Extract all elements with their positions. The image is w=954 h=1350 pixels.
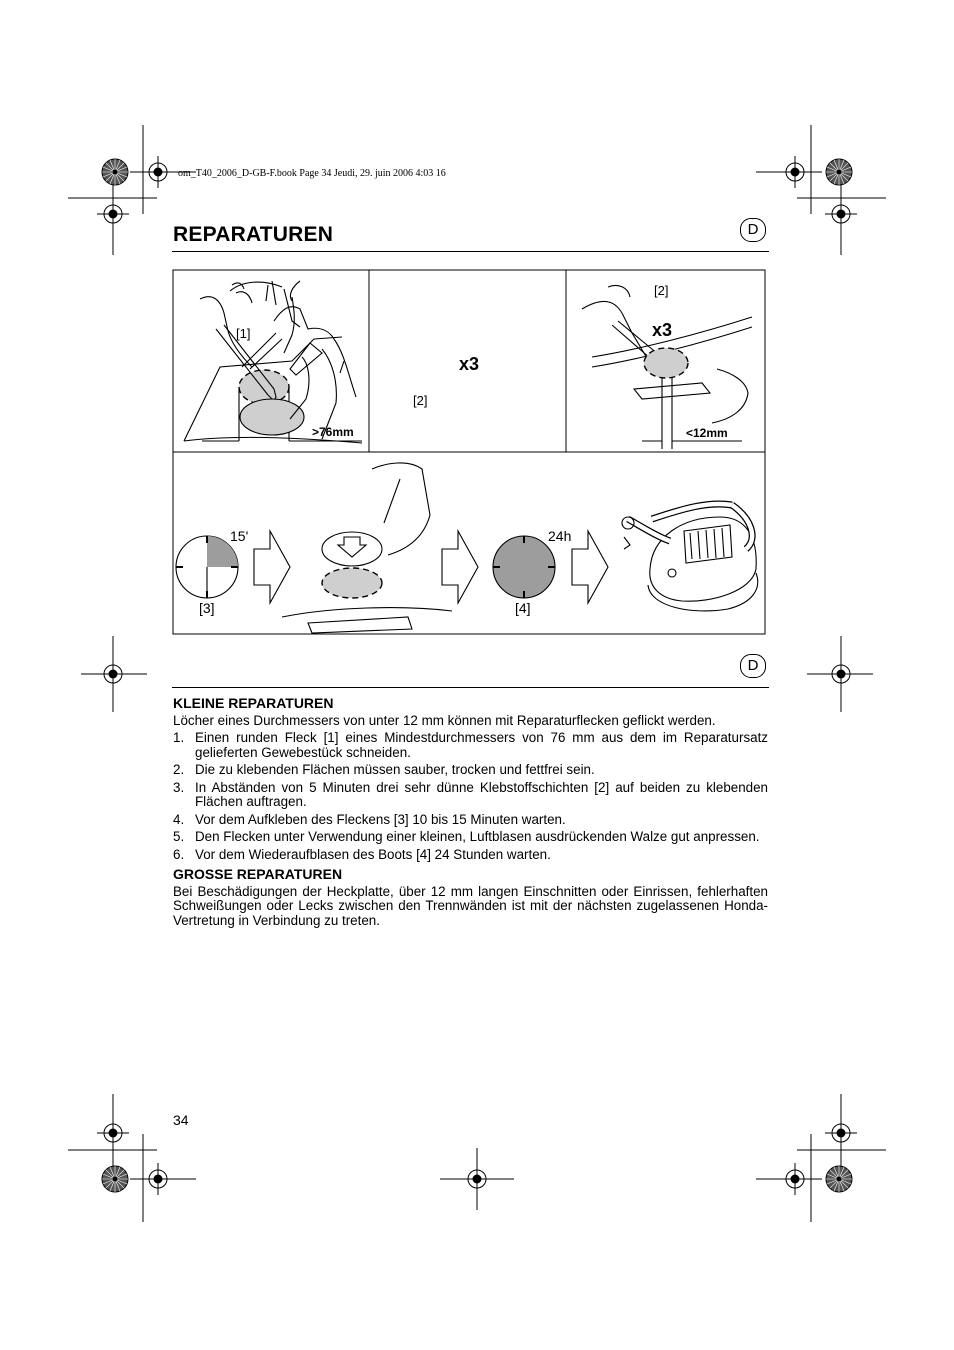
panel1-dimension: >76mm <box>312 425 354 439</box>
list-item: 5. Den Flecken unter Verwendung einer kleinen, Luftblasen ausdrückenden Walze gut anpressen. <box>173 829 760 844</box>
large-repairs-text: Bei Beschädigungen der Heckplatte, über 12 mm langen Einschnitten oder Einrissen, fehlerhaften Schweißungen oder Lecks zwischen den Trennwänden ist mit der nächsten zugelassenen Honda-Vertretung in Verbindung zu treten. <box>173 883 768 928</box>
large-repairs-heading: GROSSE REPARATUREN <box>173 866 343 882</box>
panel-apply-glue <box>200 281 344 439</box>
panel-wait-inflate <box>176 463 758 633</box>
language-badge: D <box>740 218 766 242</box>
text-section <box>173 696 768 928</box>
panel4-label-boat: [4] <box>515 600 531 616</box>
print-file-info: om_T40_2006_D-GB-F.book Page 34 Jeudi, 29. juin 2006 4:03 16 <box>178 168 446 179</box>
panel1-label: [1] <box>236 326 251 341</box>
list-item: 6. Vor dem Wiederaufblasen des Boots [4] 24 Stunden warten. <box>173 846 551 862</box>
panel4-wait-long: 24h <box>548 528 572 544</box>
panel2-label: [2] <box>413 393 428 408</box>
small-repairs-steps <box>173 731 768 862</box>
small-repairs-heading: KLEINE REPARATUREN <box>173 695 334 711</box>
panel4-label-patch: [3] <box>199 600 215 616</box>
page-title: REPARATUREN <box>173 223 334 246</box>
section-rule <box>172 687 769 688</box>
title-rule <box>172 251 769 252</box>
panel3-label: [2] <box>654 283 669 298</box>
list-item: 1. Einen runden Fleck [1] eines Mindestdurchmessers von 76 mm aus dem im Reparatursatz gelieferten Gewebestück schneiden. <box>173 730 768 760</box>
list-item: 4. Vor dem Aufkleben des Fleckens [3] 10 bis 15 Minuten warten. <box>173 811 566 827</box>
list-item: 3. In Abständen von 5 Minuten drei sehr dünne Klebstoffschichten [2] auf beiden zu klebenden Flächen auftragen. <box>173 779 768 809</box>
small-repairs-intro: Löcher eines Durchmessers von unter 12 mm können mit Reparaturflecken geflickt werden. <box>173 712 716 728</box>
language-badge-2: D <box>740 654 766 678</box>
panel2-times: x3 <box>459 354 480 374</box>
page-number: 34 <box>173 1112 189 1128</box>
panel-glue-boat <box>582 285 752 449</box>
panel4-wait-short: 15' <box>230 528 249 544</box>
panel3-dimension: <12mm <box>686 426 728 440</box>
repair-illustration <box>172 269 766 636</box>
panel3-times: x3 <box>652 320 673 340</box>
list-item: 2. Die zu klebenden Flächen müssen sauber, trocken und fettfrei sein. <box>173 762 595 777</box>
